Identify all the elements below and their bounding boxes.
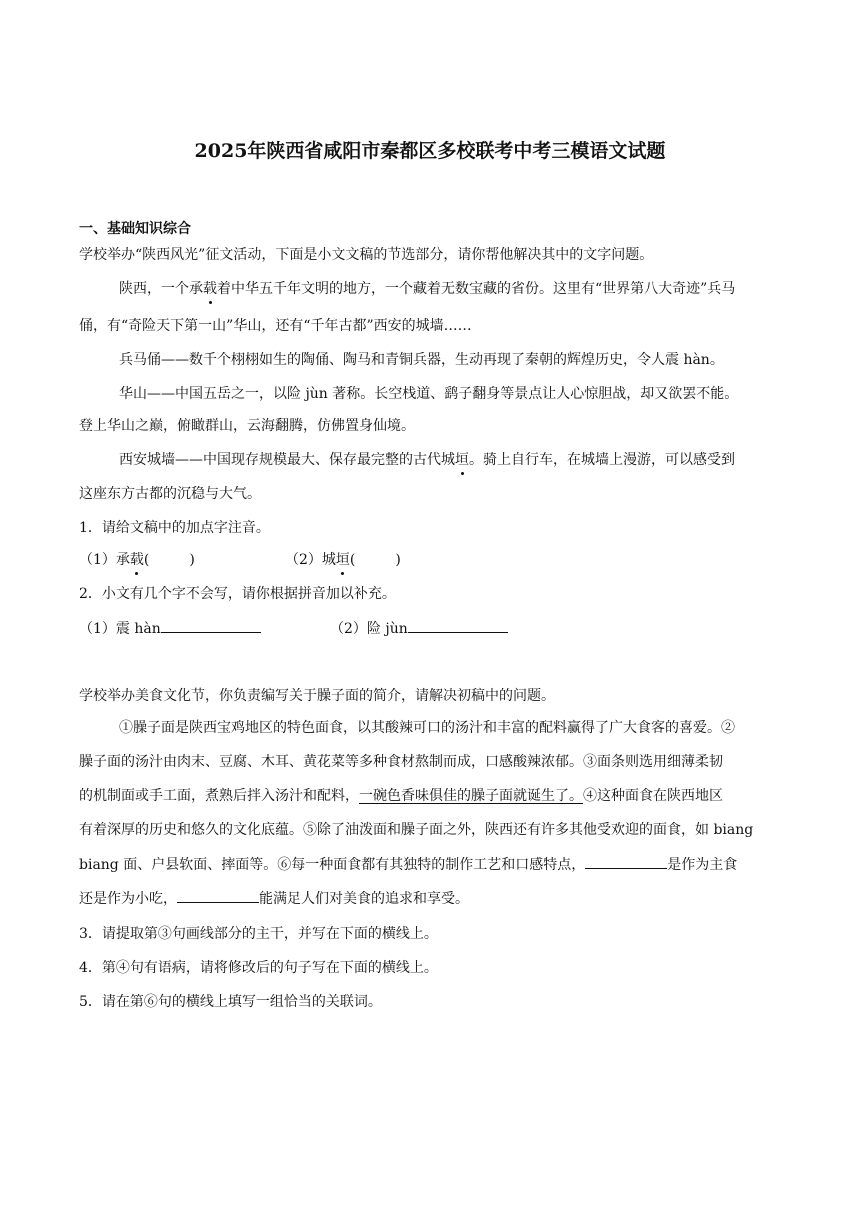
question-4: 4．第④句有语病，请将修改后的句子写在下面的横线上。 [79, 960, 438, 976]
question-3: 3．请提取第③句画线部分的主干，并写在下面的横线上。 [79, 926, 438, 942]
passage-line: 有着深厚的历史和悠久的文化底蕴。⑤除了油泼面和臊子面之外，陕西还有许多其他受欢迎的面食，如 biang [79, 822, 754, 838]
text: 陕西，一个承 [119, 281, 203, 297]
paren-close: ) [189, 552, 195, 568]
paren-open: ( [143, 552, 150, 568]
question-2: 2．小文有几个字不会写，请你根据拼音加以补充。 [79, 586, 396, 602]
page-title: 2025年陕西省咸阳市秦都区多校联考中考三模语文试题 [194, 140, 666, 162]
answer-blank[interactable] [585, 854, 667, 869]
question-5: 5．请在第⑥句的横线上填写一组恰当的关联词。 [79, 994, 382, 1010]
passage-line [79, 854, 737, 875]
passage-line: 臊子面的汤汁由肉末、豆腐、木耳、黄花菜等多种食材熬制而成，口感酸辣浓郁。③面条则选用细薄柔韧 [79, 754, 723, 770]
text: （2）险 jùn [330, 621, 408, 637]
passage-line [119, 279, 735, 299]
passage-line: ①臊子面是陕西宝鸡地区的特色面食，以其酸辣可口的汤汁和丰富的配料赢得了广大食客的喜爱。② [119, 720, 735, 736]
answer-blank[interactable] [408, 618, 508, 633]
passage-line: 这座东方古都的沉稳与大气。 [79, 486, 261, 502]
passage-line [79, 786, 723, 806]
passage-line: 华山——中国五岳之一，以险 jùn 著称。长空栈道、鹞子翻身等景点让人心惊胆战，却又欲罢不能。 [119, 386, 739, 402]
section-intro-2: 学校举办美食文化节，你负责编写关于臊子面的简介，请解决初稿中的问题。 [79, 688, 555, 704]
text: 能满足人们对美食的追求和享受。 [259, 891, 469, 907]
text: 的机制面或手工面，煮熟后拌入汤汁和配料， [79, 788, 359, 804]
dotted-char: 载 [203, 281, 217, 297]
passage-line: 俑，有“奇险天下第一山”华山，还有“千年古都”西安的城墙…… [79, 318, 472, 334]
question-2-b [330, 618, 508, 639]
underlined-text: 一碗色香味俱佳的臊子面就诞生了。 [359, 788, 583, 804]
answer-blank[interactable] [177, 888, 259, 903]
passage-line: 兵马俑——数千个栩栩如生的陶俑、陶马和青铜兵器，生动再现了秦朝的辉煌历史，令人震 hàn。 [119, 352, 724, 368]
section-heading: 一、基础知识综合 [79, 221, 191, 237]
text: 还是作为小吃， [79, 891, 177, 907]
paren-close: ) [395, 552, 401, 568]
question-1: 1．请给文稿中的加点字注音。 [79, 520, 270, 536]
question-2-a [79, 618, 261, 639]
text: biang 面、户县软面、摔面等。⑥每一种面食都有其独特的制作工艺和口感特点， [79, 857, 586, 873]
section-intro: 学校举办“陕西风光”征文活动，下面是小文文稿的节选部分，请你帮他解决其中的文字问题。 [79, 247, 654, 263]
text: （1）承 [79, 552, 130, 568]
answer-blank[interactable] [161, 618, 261, 633]
passage-line: 登上华山之巅，俯瞰群山，云海翻腾，仿佛置身仙境。 [79, 418, 415, 434]
text: 西安城墙——中国现存规模最大、保存最完整的古代城 [119, 452, 455, 468]
question-1-b [285, 550, 401, 570]
dotted-char: 载 [129, 552, 144, 568]
text: 是作为主食 [667, 857, 738, 873]
dotted-char: 垣 [335, 552, 350, 568]
text: 。骑上自行车，在城墙上漫游，可以感受到 [469, 452, 735, 468]
text: （2）城 [285, 552, 336, 568]
question-1-a [79, 550, 195, 570]
text: ④这种面食在陕西地区 [583, 788, 723, 804]
passage-line [119, 450, 735, 470]
text: 着中华五千年文明的地方，一个藏着无数宝藏的省份。这里有“世界第八大奇迹”兵马 [217, 281, 736, 297]
paren-open: ( [349, 552, 356, 568]
dotted-char: 垣 [455, 452, 469, 468]
passage-line [79, 888, 469, 909]
text: （1）震 hàn [79, 621, 161, 637]
